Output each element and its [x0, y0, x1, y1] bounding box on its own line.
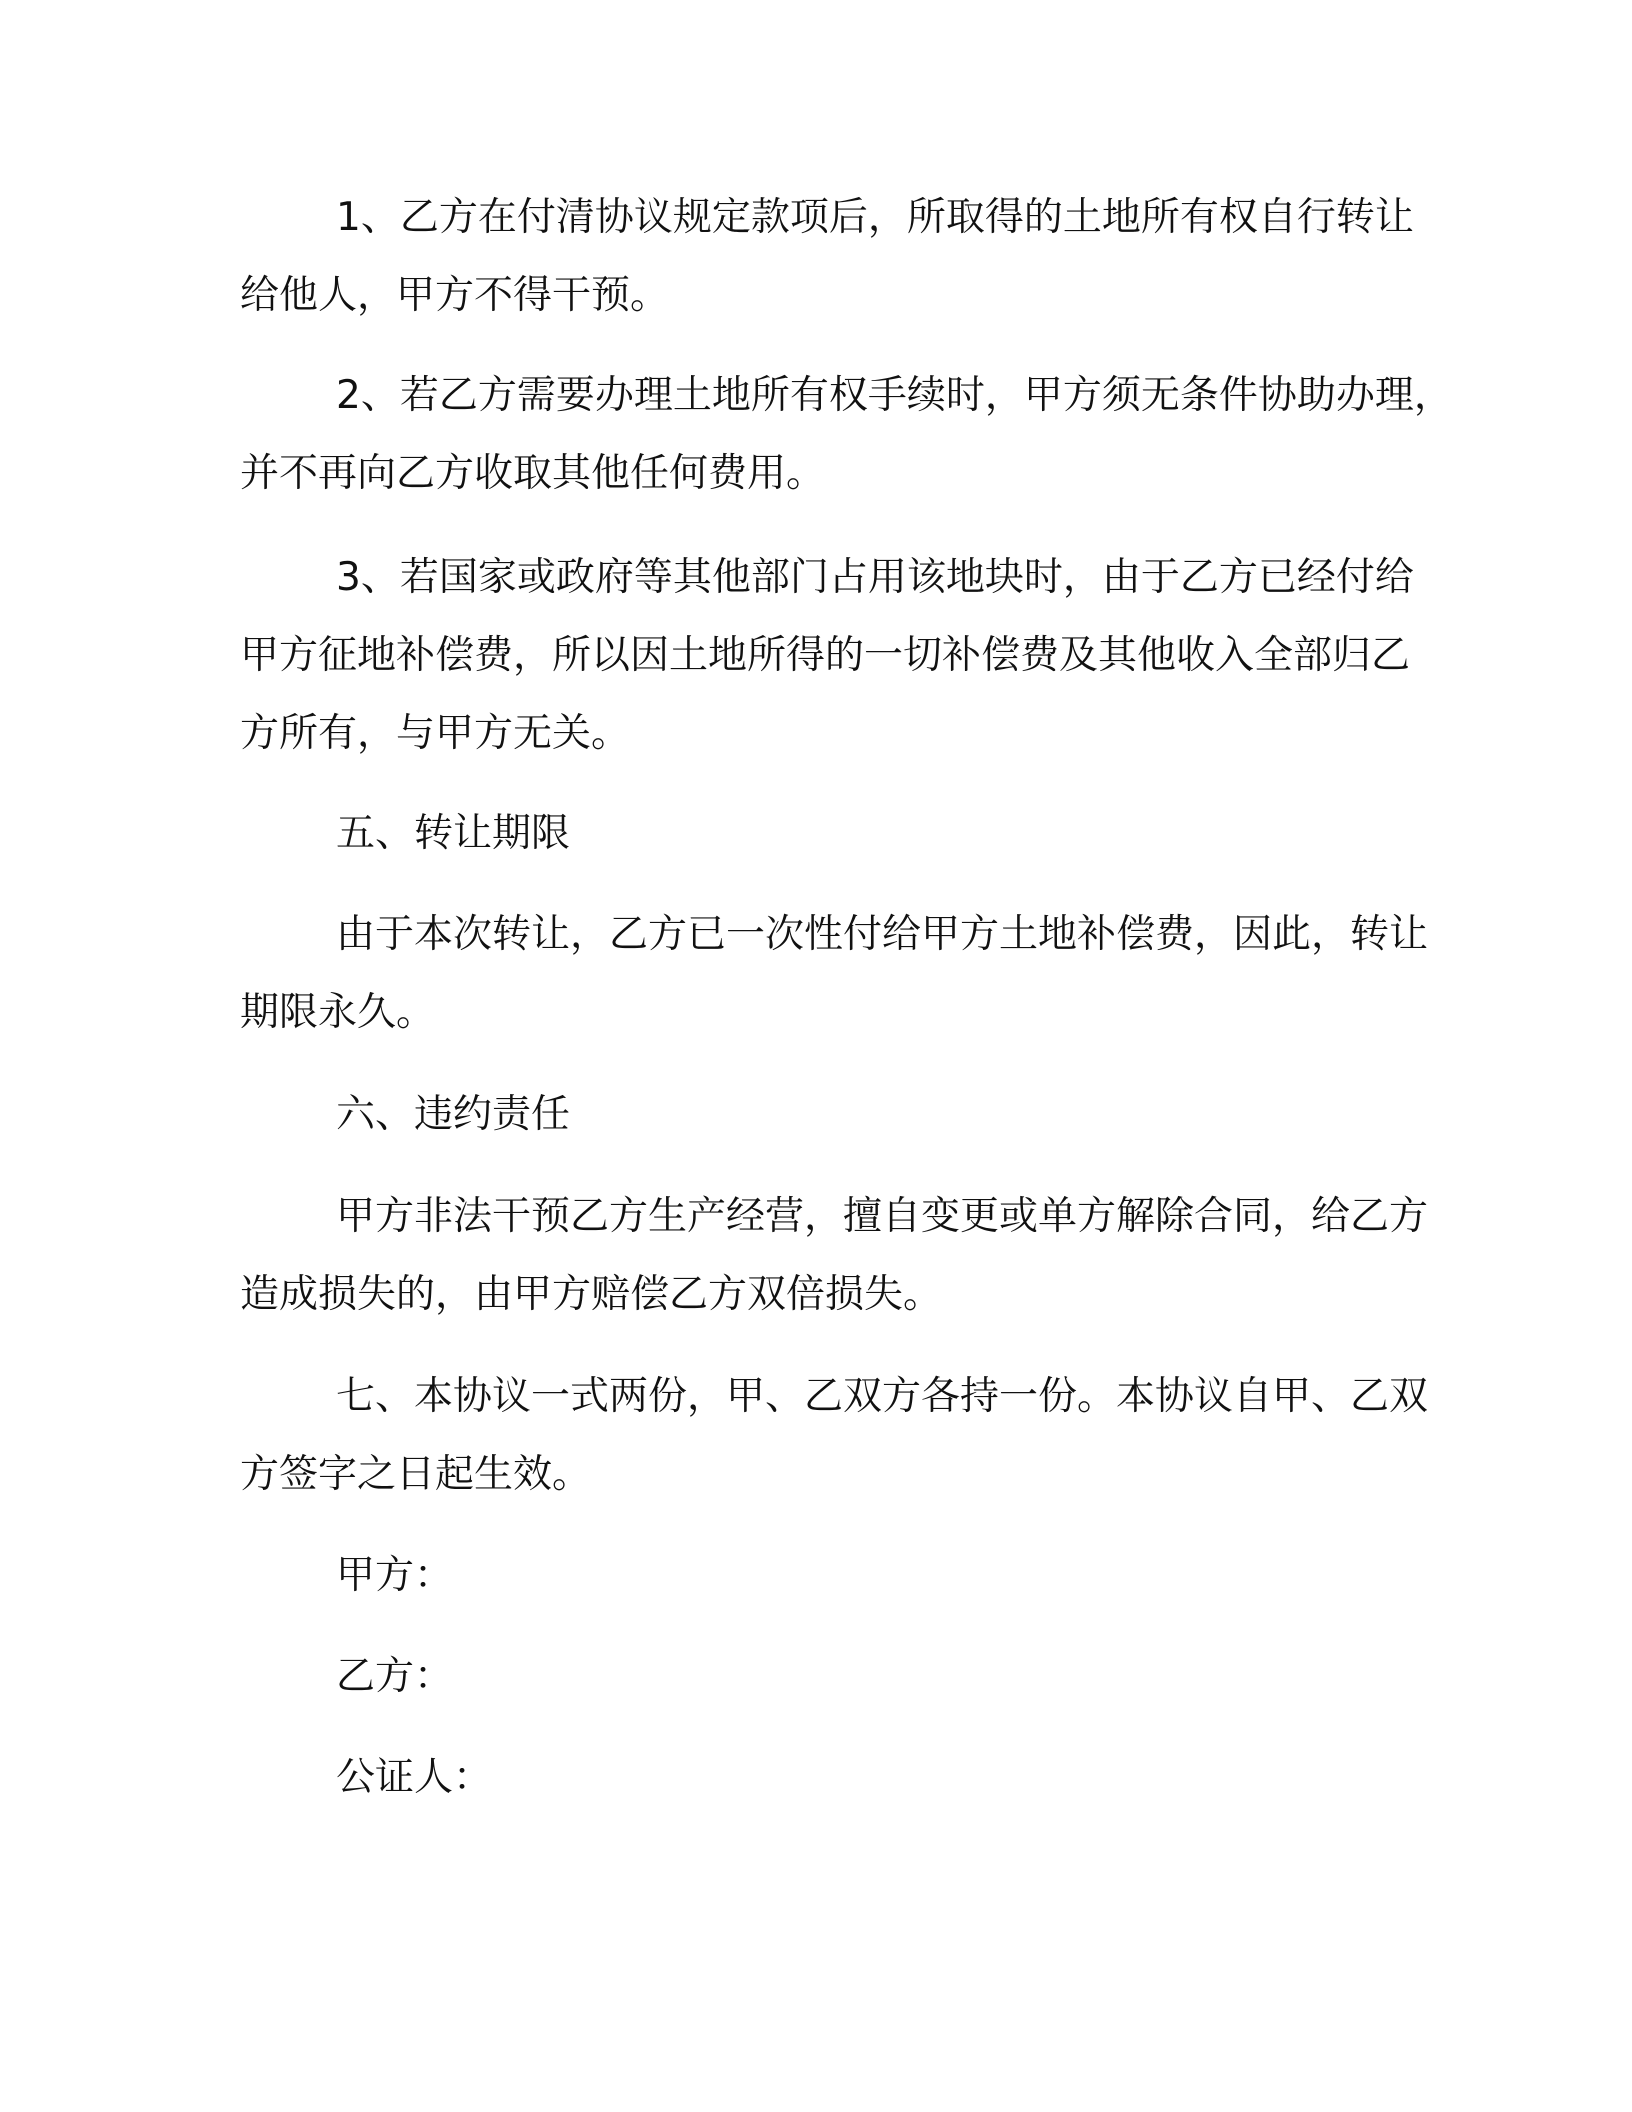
- section-5-heading: 五、转让期限: [336, 811, 571, 856]
- clause-2-line-1: 2、若乙方需要办理土地所有权手续时，甲方须无条件协助办理，: [336, 373, 1453, 418]
- party-a-signature-label: 甲方：: [336, 1553, 454, 1598]
- section-6-line-1: 甲方非法干预乙方生产经营，擅自变更或单方解除合同，给乙方: [336, 1194, 1429, 1239]
- clause-3-line-3: 方所有，与甲方无关。: [240, 711, 631, 756]
- clause-2-line-2: 并不再向乙方收取其他任何费用。: [240, 451, 826, 496]
- clause-1-line-2: 给他人，甲方不得干预。: [240, 273, 670, 318]
- clause-3-line-2: 甲方征地补偿费，所以因土地所得的一切补偿费及其他收入全部归乙: [240, 633, 1411, 678]
- section-6-line-2: 造成损失的，由甲方赔偿乙方双倍损失。: [240, 1272, 943, 1317]
- clause-3-line-1: 3、若国家或政府等其他部门占用该地块时，由于乙方已经付给: [336, 555, 1414, 600]
- section-5-line-2: 期限永久。: [240, 990, 436, 1035]
- clause-1-line-1: 1、乙方在付清协议规定款项后，所取得的土地所有权自行转让: [336, 195, 1414, 240]
- notary-signature-label: 公证人：: [336, 1755, 493, 1800]
- section-5-line-1: 由于本次转让，乙方已一次性付给甲方土地补偿费，因此，转让: [336, 912, 1429, 957]
- section-6-heading: 六、违约责任: [336, 1092, 571, 1137]
- section-7-line-2: 方签字之日起生效。: [240, 1452, 592, 1497]
- section-7-line-1: 七、本协议一式两份，甲、乙双方各持一份。本协议自甲、乙双: [336, 1374, 1429, 1419]
- party-b-signature-label: 乙方：: [336, 1654, 454, 1699]
